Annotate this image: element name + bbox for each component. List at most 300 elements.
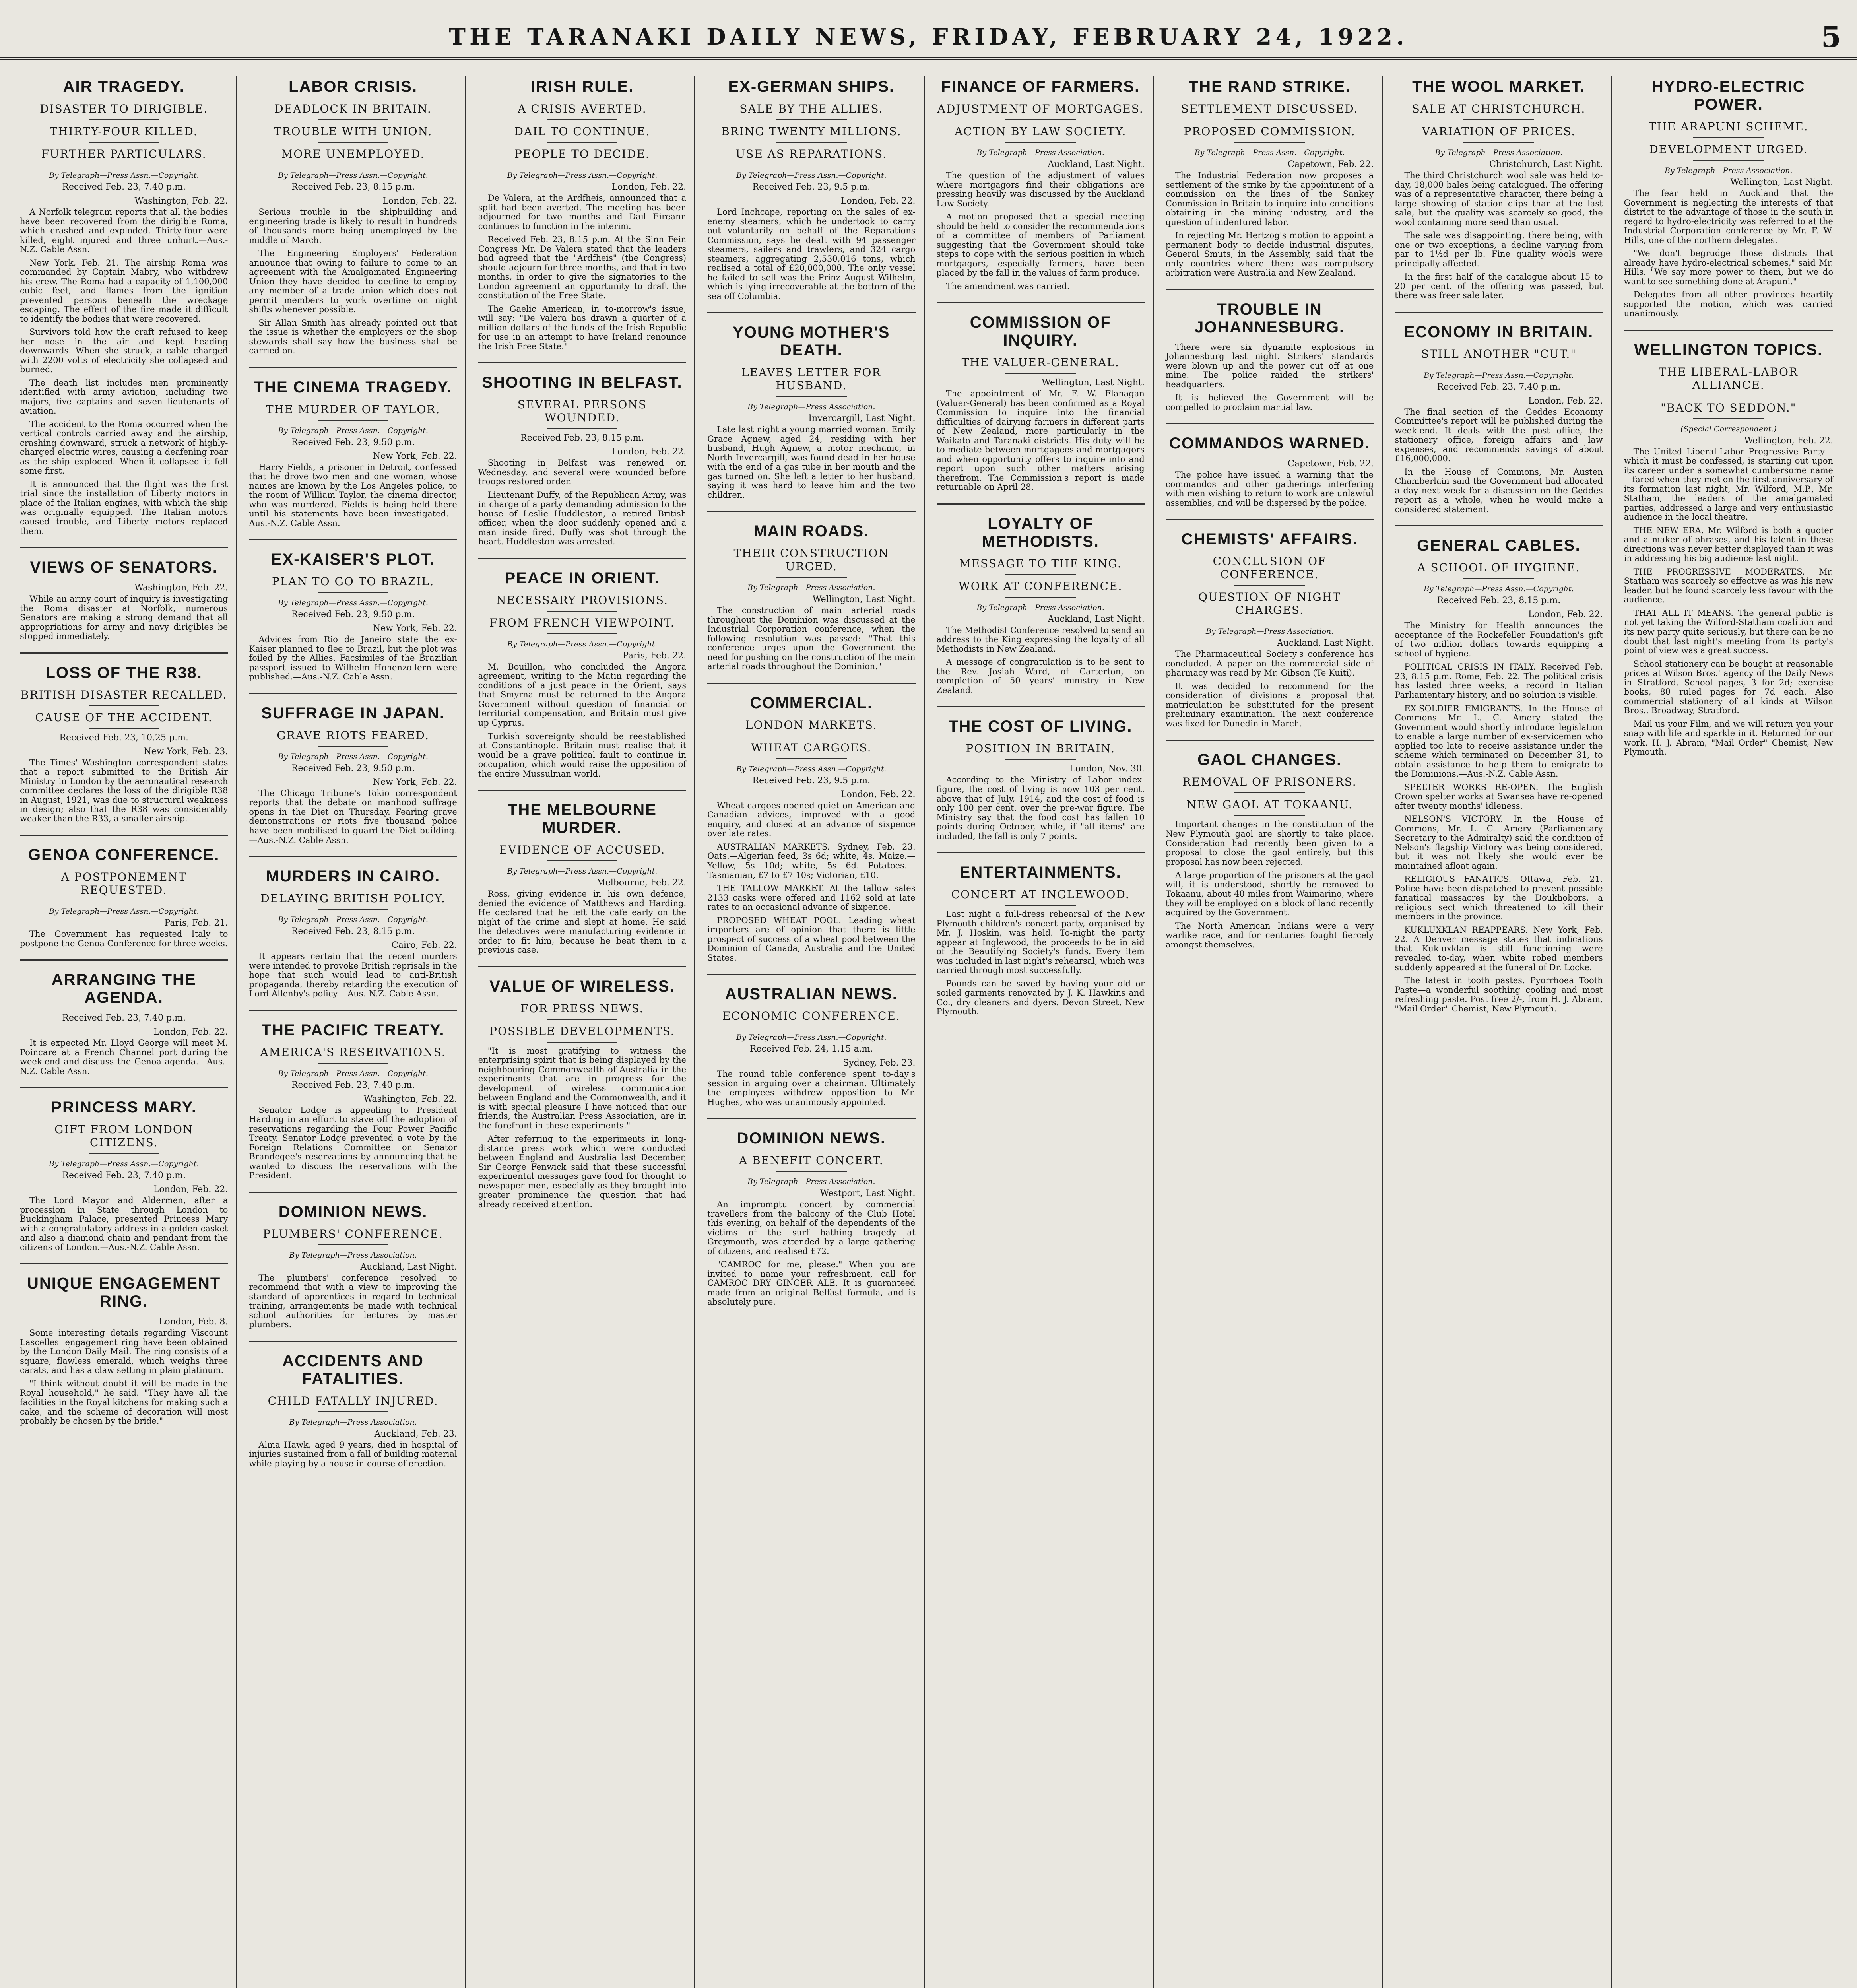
article-received: Received Feb. 23, 9.50 p.m. <box>291 437 415 447</box>
article-dateline: Auckland, Last Night. <box>360 1262 457 1272</box>
article-subhead: WHEAT CARGOES. <box>751 741 872 754</box>
article <box>937 852 1145 1017</box>
article-headline: MAIN ROADS. <box>753 522 869 540</box>
article <box>1166 78 1374 278</box>
article-byline: By Telegraph—Press Assn.—Copyright. <box>278 915 428 924</box>
article-body <box>249 952 457 999</box>
divider-rule <box>547 119 617 120</box>
article-body <box>1166 470 1374 508</box>
article-body <box>1166 343 1374 412</box>
article-byline: By Telegraph—Press Association. <box>1205 627 1334 636</box>
divider-rule <box>89 705 159 706</box>
article-subhead: SALE AT CHRISTCHURCH. <box>1412 102 1586 115</box>
article-byline: By Telegraph—Press Assn.—Copyright. <box>507 171 658 180</box>
article-paragraph: A message of congratulation is to be sent to the Rev. Josiah Ward, of Carterton, on completion of 50 years' ministry in New Zealand. <box>936 657 1145 695</box>
article-subhead: FROM FRENCH VIEWPOINT. <box>489 616 675 629</box>
article-dateline: Invercargill, Last Night. <box>808 414 916 424</box>
article <box>249 1192 457 1330</box>
article-paragraph: The round table conference spent to-day's session in arguing over a chairman. Ultimately the employees withdrew opposition to Mr. Hughes, who was unanimously appointed. <box>707 1069 916 1107</box>
article-subhead: LEAVES LETTER FOR HUSBAND. <box>741 366 881 392</box>
divider-rule <box>776 758 847 759</box>
article-dateline: Auckland, Last Night. <box>1277 638 1374 648</box>
article <box>249 856 457 999</box>
article-subhead: REMOVAL OF PRISONERS. <box>1182 775 1357 789</box>
article-headline: IRISH RULE. <box>530 78 634 95</box>
article <box>478 558 686 779</box>
article-dateline: Paris, Feb. 21. <box>164 918 228 928</box>
article-paragraph: POLITICAL CRISIS IN ITALY. Received Feb. 23, 8.15 p.m. Rome, Feb. 22. The political crisis has lasted three weeks, a record in Italian Parliamentary history, and no solution is visible. <box>1395 662 1603 700</box>
article-paragraph: NELSON'S VICTORY. In the House of Commons, Mr. L. C. Amery (Parliamentary Secretary to the Admiralty) said the condition of Nelson's flagship Victory was being considered, but it was not likely she would ever be maintained afloat again. <box>1395 814 1603 871</box>
article-paragraph: The fear held in Auckland that the Government is neglecting the interests of that district to the advantage of those in the south in regard to hydro-electricity was referred to at the Industrial Corporation conference by Mr. F. W. Hills, one of the northern delegates. <box>1624 188 1833 245</box>
article-byline: By Telegraph—Press Assn.—Copyright. <box>278 598 428 608</box>
article-received: Received Feb. 23, 7.40 p.m. <box>1437 382 1561 392</box>
article-subhead: EVIDENCE OF ACCUSED. <box>499 843 666 857</box>
article-paragraph: The Chicago Tribune's Tokio correspondent reports that the debate on manhood suffrage opens in the Diet on Thursday. Fearing grave demonstrations or riots five thousand police have been mobilised to guard the Diet building.—Aus.-N.Z. Cable Assn. <box>249 788 457 845</box>
divider-rule <box>547 428 617 429</box>
article-body <box>20 930 228 948</box>
article-body <box>249 1274 457 1330</box>
article-headline: SHOOTING IN BELFAST. <box>482 374 683 392</box>
article-dateline: Paris, Feb. 22. <box>623 650 687 661</box>
article-paragraph: Received Feb. 23, 8.15 p.m. At the Sinn Fein Congress Mr. De Valera stated that the leaders had agreed that the "Ardfheis" (the Congress) should adjourn for three months, and that in two months, in order to give the signatories to the London agreement an opportunity to draft the constitution of the Free State. <box>478 235 687 301</box>
article-received: Received Feb. 23, 7.40 p.m. <box>62 182 186 192</box>
article-headline: THE PACIFIC TREATY. <box>261 1021 445 1039</box>
article-body <box>20 1196 228 1252</box>
article-subhead: DEADLOCK IN BRITAIN. <box>274 102 432 115</box>
article-paragraph: It is expected Mr. Lloyd George will meet M. Poincare at a French Channel port during the week-end and discuss the Genoa agenda.—Aus.-N.Z. Cable Assn. <box>20 1038 228 1076</box>
article-subhead: A SCHOOL OF HYGIENE. <box>1417 561 1580 575</box>
article-body <box>1166 820 1374 949</box>
article-received: Received Feb. 23, 8.15 p.m. <box>1437 596 1561 606</box>
article-paragraph: Mail us your Film, and we will return you your snap with life and sparkle in it. Returned for our work. H. J. Abram, "Mail Order" Chemist, New Plymouth. <box>1624 719 1833 757</box>
divider-rule <box>1234 142 1305 143</box>
divider-rule <box>1005 373 1076 374</box>
divider-rule <box>1005 574 1076 575</box>
article-received: Received Feb. 23, 8.15 p.m. <box>291 182 415 192</box>
article-paragraph: The Methodist Conference resolved to send an address to the King expressing the loyalty of all Methodists in New Zealand. <box>936 625 1145 654</box>
article <box>707 312 915 500</box>
article-paragraph: Last night a full-dress rehearsal of the New Plymouth children's concert party, organised by Mr. J. Hoskin, was held. To-night the party appear at Inglewood, the proceeds to be in aid of the Beautifying Society's funds. Every item was included in last night's rehearsal, which was carried through most successfully. <box>936 909 1145 975</box>
article-subhead: A CRISIS AVERTED. <box>518 102 647 115</box>
article-paragraph: New York, Feb. 21. The airship Roma was commanded by Captain Mabry, who withdrew his crew. The Roma had a capacity of 1,100,000 cubic feet, and flames from the ignition prevented persons beneath the wreckage escaping. The effect of the fire made it difficult to identify the bodies that were recovered. <box>20 258 228 324</box>
article-body <box>937 171 1145 291</box>
article-headline: THE CINEMA TRAGEDY. <box>254 378 452 396</box>
article-body <box>249 463 457 528</box>
article-body <box>20 208 228 536</box>
article-dateline: New York, Feb. 22. <box>373 623 457 634</box>
divider-rule <box>89 119 159 120</box>
article <box>1624 330 1833 757</box>
article-paragraph: In the House of Commons, Mr. Austen Chamberlain said the Government had allocated a day next week for a discussion on the Geddes report as a whole, when he would make a considered statement. <box>1395 467 1603 514</box>
article <box>937 706 1145 841</box>
article-headline: GAOL CHANGES. <box>1197 751 1342 769</box>
divider-rule <box>1005 759 1076 760</box>
article-body <box>707 425 915 500</box>
article <box>249 693 457 845</box>
article-byline: By Telegraph—Press Assn.—Copyright. <box>736 1033 887 1042</box>
article-headline: DOMINION NEWS. <box>737 1130 886 1147</box>
article-paragraph: A motion proposed that a special meeting should be held to consider the recommendations of a committee of members of Parliament suggesting that the Government should take steps to cope with the serious position in which mortgagors, especially farmers, have been placed by the fall in the values of farm produce. <box>936 212 1145 278</box>
divider-rule <box>1693 137 1764 138</box>
divider-rule <box>1463 142 1534 143</box>
article <box>478 790 686 955</box>
article-body <box>937 910 1145 1017</box>
article-body <box>707 1200 915 1307</box>
divider-rule <box>1234 815 1305 816</box>
article-dateline: London, Feb. 22. <box>840 196 916 206</box>
article-subhead: THE VALUER-GENERAL. <box>961 356 1120 369</box>
article-paragraph: "It is most gratifying to witness the enterprising spirit that is being displayed by the neighbouring Commonwealth of Australia in the experiments that are in progress for the development of wireless communication between England and the Commonwealth, and it is with special pleasure I have noticed that our friends, the Australian Press Association, are in the forefront in these experiments." <box>478 1046 687 1130</box>
article-headline: ENTERTAINMENTS. <box>959 864 1122 881</box>
article-paragraph: Late last night a young married woman, Emily Grace Agnew, aged 24, residing with her husband, Hugh Agnew, a motor mechanic, in North Invercargill, was found dead in her house with the end of a gas tube in her mouth and the gas turned on. She left a letter to her husband, saying it was hard to leave him and the two children. <box>707 425 916 500</box>
article-dateline: Washington, Feb. 22. <box>363 1094 457 1104</box>
divider-rule <box>1693 418 1764 419</box>
article-subhead: NEW GAOL AT TOKAANU. <box>1186 798 1353 812</box>
columns-container <box>16 76 1841 1988</box>
article-paragraph: The Engineering Employers' Federation announce that owing to failure to come to an agreement with the Amalgamated Engineering Union they have decided to decline to employ any member of a trade union which does not permit members to work overtime on night shifts whenever possible. <box>249 248 457 315</box>
article-received: Received Feb. 23, 9.50 p.m. <box>291 610 415 620</box>
article-paragraph: Important changes in the constitution of the New Plymouth gaol are shortly to take place. Consideration had recently been given to a proposal to close the gaol entirely, but this proposal has now been rejected. <box>1165 819 1374 867</box>
article-received: Received Feb. 23, 7.40 p.m. <box>62 1171 186 1181</box>
article-byline: By Telegraph—Press Assn.—Copyright. <box>278 426 428 435</box>
article-byline: By Telegraph—Press Assn.—Copyright. <box>278 752 428 761</box>
article-body <box>1166 650 1374 728</box>
divider-rule <box>318 1244 388 1245</box>
article <box>1166 519 1374 728</box>
divider-rule <box>318 119 388 120</box>
article-headline: COMMANDOS WARNED. <box>1169 435 1370 452</box>
article-dateline: Auckland, Feb. 23. <box>374 1429 457 1439</box>
article-body <box>20 1328 228 1426</box>
article-subhead: LONDON MARKETS. <box>745 718 877 732</box>
article-paragraph: Advices from Rio de Janeiro state the ex-Kaiser planned to flee to Brazil, but the plot was foiled by the Allies. Facsimiles of the Brazilian passport issued to Wilhelm Hohenzollern were published.—Aus.-N.Z. Cable Assn. <box>249 635 457 682</box>
article-subhead: THIRTY-FOUR KILLED. <box>50 125 198 138</box>
article-byline: By Telegraph—Press Association. <box>747 402 875 412</box>
article-paragraph: SPELTER WORKS RE-OPEN. The English Crown spelter works at Swansea have re-opened after twenty months' idleness. <box>1395 782 1603 811</box>
article-paragraph: "I think without doubt it will be made in the Royal household," he said. "They have all the facilities in the Royal kitchens for making such a cake, and the scheme of decoration will most probably be chosen by the bride." <box>20 1378 228 1426</box>
article-paragraph: An impromptu concert by commercial travellers from the balcony of the Club Hotel this evening, on behalf of the dependents of the victims of the surf bathing tragedy at Greymouth, was attended by a large gathering of citizens, and realised £72. <box>707 1200 916 1256</box>
article-received: Received Feb. 23, 10.25 p.m. <box>59 732 188 743</box>
article-paragraph: The Lord Mayor and Aldermen, after a procession in State through London to Buckingham Palace, presented Princess Mary with a congratulatory address in a golden casket and also a diamond chain and pendant from the citizens of London.—Aus.-N.Z. Cable Assn. <box>20 1196 228 1252</box>
article-paragraph: After referring to the experiments in long-distance press work which were conducted between England and Australia last December, Sir George Fenwick said that these successful experimental messages gave food for thought to newspaper men, especially as they brought into greater prominence the question that had already received attention. <box>478 1134 687 1209</box>
article-byline: By Telegraph—Press Association. <box>747 583 875 592</box>
article-body <box>937 626 1145 695</box>
article-body <box>249 789 457 845</box>
article-dateline: London, Feb. 22. <box>382 196 457 206</box>
article-subhead: DELAYING BRITISH POLICY. <box>260 892 446 905</box>
article-subhead: ECONOMIC CONFERENCE. <box>722 1010 900 1023</box>
article-body <box>249 1441 457 1469</box>
article-dateline: London, Feb. 22. <box>153 1184 228 1195</box>
article-headline: AUSTRALIAN NEWS. <box>725 985 898 1003</box>
article-received: Received Feb. 23, 9.50 p.m. <box>291 763 415 773</box>
article-paragraph: De Valera, at the Ardfheis, announced that a split had been averted. The meeting has been adjourned for two months and Dail Eireann continues to function in the interim. <box>478 193 687 231</box>
article-headline: UNIQUE ENGAGEMENT RING. <box>27 1275 221 1310</box>
article-headline: THE COST OF LIVING. <box>948 718 1133 736</box>
divider-rule <box>1234 119 1305 120</box>
article <box>20 959 228 1076</box>
article-dateline: London, Nov. 30. <box>1069 764 1145 774</box>
article-subhead: THE MURDER OF TAYLOR. <box>266 402 440 416</box>
article <box>249 367 457 528</box>
divider-rule <box>547 1019 617 1020</box>
article-dateline: Wellington, Last Night. <box>1730 177 1833 187</box>
article-byline: By Telegraph—Press Assn.—Copyright. <box>1194 148 1345 157</box>
article-paragraph: The third Christchurch wool sale was held to-day, 18,000 bales being catalogued. The offering was of a representative character, there being a large showing of station clips than at the last sale, but the quality was scarcely so good, the wool containing more seed than usual. <box>1395 171 1603 227</box>
article-paragraph: The latest in tooth pastes. Pyorrhoea Tooth Paste—a wonderful soothing cooling and most refreshing paste. Post free 2/-, from H. J. Abram, "Mail Order" Chemist, New Plymouth. <box>1395 976 1603 1013</box>
article-paragraph: The Government has requested Italy to postpone the Genoa Conference for three weeks. <box>20 929 228 948</box>
article-headline: ACCIDENTS AND FATALITIES. <box>282 1352 424 1388</box>
article-dateline: Wellington, Last Night. <box>812 594 916 605</box>
article-body <box>478 662 686 779</box>
article <box>249 1341 457 1469</box>
article-body <box>478 1046 686 1209</box>
article-paragraph: The amendment was carried. <box>946 281 1070 291</box>
article-dateline: London, Feb. 22. <box>611 447 687 457</box>
article-headline: YOUNG MOTHER'S DEATH. <box>733 324 890 359</box>
article <box>478 78 686 351</box>
article-byline: By Telegraph—Press Assn.—Copyright. <box>736 764 887 773</box>
article-subhead: GRAVE RIOTS FEARED. <box>277 728 429 742</box>
article-dateline: Auckland, Last Night. <box>1048 614 1145 624</box>
article-dateline: New York, Feb. 23. <box>144 746 228 757</box>
article-subhead: STILL ANOTHER "CUT." <box>1421 347 1577 361</box>
article-byline: By Telegraph—Press Assn.—Copyright. <box>278 171 428 180</box>
article <box>1395 525 1603 1013</box>
article-dateline: London, Feb. 22. <box>153 1027 228 1037</box>
divider-rule <box>89 1153 159 1154</box>
article-dateline: Capetown, Feb. 22. <box>1287 159 1374 169</box>
article-dateline: Auckland, Last Night. <box>1048 159 1145 169</box>
article-paragraph: The final section of the Geddes Economy Committee's report will be published during the week-end. It deals with the post office, the stationery office, foreign affairs and law expenses, and recommends savings of about £16,000,000. <box>1395 407 1603 464</box>
article-received: Received Feb. 23, 8.15 p.m. <box>520 433 644 443</box>
article-headline: FINANCE OF FARMERS. <box>941 78 1140 95</box>
divider-rule <box>89 142 159 143</box>
article-dateline: London, Feb. 22. <box>1528 396 1603 406</box>
article-paragraph: Senator Lodge is appealing to President Harding in an effort to stave off the adoption of reservations regarding the Four Power Pacific Treaty. Senator Lodge prevented a vote by the Foreign Relations Committee on Senator Brandegee's reservations by announcing that he wanted to discuss the reservations with the President. <box>249 1105 457 1180</box>
divider-rule <box>1005 142 1076 143</box>
article <box>707 511 915 672</box>
column-6 <box>1162 76 1383 1988</box>
article-body <box>937 389 1145 492</box>
column-2 <box>245 76 466 1988</box>
divider-rule <box>318 592 388 593</box>
article-paragraph: There were six dynamite explosions in Johannesburg last night. Strikers' standards were blown up and the power cut off at one mine. The police raided the strikers' headquarters. <box>1165 342 1374 389</box>
article <box>1395 312 1603 514</box>
divider-rule <box>1463 578 1534 579</box>
article-subhead: AMERICA'S RESERVATIONS. <box>260 1045 446 1059</box>
article-body <box>1166 171 1374 278</box>
article-headline: SUFFRAGE IN JAPAN. <box>261 704 445 722</box>
divider-rule <box>318 1411 388 1412</box>
article-paragraph: In rejecting Mr. Hertzog's motion to appoint a permanent body to decide industrial disputes, General Smuts, in the Assembly, said that the only countries where there was compulsory arbitration were Australia and New Zealand. <box>1165 231 1374 278</box>
article-subhead: THE LIBERAL-LABOR ALLIANCE. <box>1659 365 1799 392</box>
divider-rule <box>776 142 847 143</box>
article-received: Received Feb. 23, 8.15 p.m. <box>291 926 415 937</box>
article-paragraph: "CAMROC for me, please." When you are invited to name your refreshment, call for CAMROC DRY GINGER ALE. It is guaranteed made from an original Belfast formula, and is absolutely pure. <box>707 1260 916 1307</box>
article-paragraph: Turkish sovereignty should be reestablished at Constantinople. Britain must realise that it would be a grave political fault to continue in occupation, which would raise the opposition of the entire Mussulman world. <box>478 731 687 779</box>
article <box>249 539 457 682</box>
article-subhead: GIFT FROM LONDON CITIZENS. <box>54 1123 194 1149</box>
article-received: Received Feb. 23, 7.40 p.m. <box>291 1080 415 1090</box>
article-body <box>1624 189 1833 318</box>
article-dateline: Melbourne, Feb. 22. <box>596 878 687 888</box>
article <box>1166 289 1374 412</box>
article-body <box>937 775 1145 841</box>
article-headline: LOSS OF THE R38. <box>45 664 202 681</box>
article-headline: EX-GERMAN SHIPS. <box>728 78 895 95</box>
article <box>20 1263 228 1426</box>
article-paragraph: Pounds can be saved by having your old or soiled garments renovated by J. K. Hawkins and Co., dry cleaners and dyers. Devon Street, New Plymouth. <box>936 978 1145 1017</box>
divider-rule <box>318 909 388 910</box>
article-headline: GENERAL CABLES. <box>1417 537 1581 555</box>
article <box>20 78 228 536</box>
article-paragraph: The death list includes men prominently identified with army aviation, including two majors, five captains and seven lieutenants of aviation. <box>20 378 228 416</box>
article-byline: By Telegraph—Press Association. <box>976 603 1104 612</box>
article-subhead: PLUMBERS' CONFERENCE. <box>263 1227 443 1241</box>
article-body <box>249 635 457 682</box>
article-byline: By Telegraph—Press Assn.—Copyright. <box>49 1159 199 1169</box>
article-subhead: ADJUSTMENT OF MORTGAGES. <box>937 102 1144 115</box>
article-paragraph: RELIGIOUS FANATICS. Ottawa, Feb. 21. Police have been dispatched to prevent possible fanatical massacres by the Doukhobors, a religious sect which threatened to kill their members in the province. <box>1395 874 1603 922</box>
article-paragraph: The Gaelic American, in to-morrow's issue, will say: "De Valera has drawn a quarter of a million dollars of the funds of the Irish Republic for use in an attempt to have Ireland renounce the Irish Free State." <box>478 304 687 351</box>
article <box>1624 78 1833 318</box>
column-8 <box>1620 76 1841 1988</box>
article-paragraph: The North American Indians were a very warlike race, and for centuries fought fiercely amongst themselves. <box>1165 921 1374 949</box>
divider-rule <box>1693 160 1764 161</box>
divider-rule <box>1005 905 1076 906</box>
article-paragraph: Delegates from all other provinces heartily supported the motion, which was carried unanimously. <box>1624 290 1833 318</box>
article-subhead: DAIL TO CONTINUE. <box>514 125 650 138</box>
article-paragraph: The Times' Washington correspondent states that a report submitted to the British Air Ministry in London by the aeronautical research committee declares the loss of the dirigible R38 in August, 1921, was due to structural weakness in design; also that the R38 was considerably weaker than the R33, a smaller airship. <box>20 757 228 823</box>
article-body <box>1395 171 1603 301</box>
article-paragraph: Ross, giving evidence in his own defence, denied the evidence of Matthews and Harding. He declared that he left the cafe early on the night of the crime and slept at home. He said the detectives were manufacturing evidence in order to fit him, because he beat them in a previous case. <box>478 889 687 955</box>
article-paragraph: While an army court of inquiry is investigating the Roma disaster at Norfolk, numerous Senators are making a strong demand that all appropriations for army and navy dirigibles be stopped immediately. <box>20 594 228 641</box>
article-body <box>20 1039 228 1076</box>
article-paragraph: AUSTRALIAN MARKETS. Sydney, Feb. 23. Oats.—Algerian feed, 3s 6d; white, 4s. Maize.—Yellow, 5s 10d; white, 5s 6d. Potatoes.—Tasmanian, £7 to £7 10s; Victorian, £10. <box>707 842 916 880</box>
divider-rule <box>1005 119 1076 120</box>
divider-rule <box>1005 597 1076 598</box>
article <box>707 78 915 301</box>
article-subhead: MORE UNEMPLOYED. <box>281 148 425 161</box>
article-headline: PRINCESS MARY. <box>51 1099 197 1116</box>
divider-rule <box>547 1042 617 1043</box>
article-subhead: A POSTPONEMENT REQUESTED. <box>61 870 187 897</box>
article-paragraph: Sir Allan Smith has already pointed out that the issue is whether the employers or the shop stewards shall say how the business shall be carried on. <box>249 318 457 356</box>
article-subhead: SALE BY THE ALLIES. <box>739 102 883 115</box>
article-dateline: New York, Feb. 22. <box>373 451 457 461</box>
article <box>478 362 686 547</box>
article-headline: MURDERS IN CAIRO. <box>266 868 440 885</box>
article-subhead: SETTLEMENT DISCUSSED. <box>1181 102 1358 115</box>
article-body <box>20 758 228 824</box>
article-paragraph: It is announced that the flight was the first trial since the installation of Liberty motors in place of the Italian engines, with which the ship was originally equipped. The Italian motors caused trouble, and Liberty motors replaced them. <box>20 479 228 536</box>
article-subhead: MESSAGE TO THE KING. <box>959 557 1122 570</box>
article-headline: EX-KAISER'S PLOT. <box>271 551 435 569</box>
article-paragraph: The Ministry for Health announces the acceptance of the Rockefeller Foundation's gift of two million dollars towards equipping a school of hygiene. <box>1395 621 1603 658</box>
article-body <box>1395 408 1603 514</box>
article-paragraph: According to the Ministry of Labor index-figure, the cost of living is now 103 per cent. above that of July, 1914, and the cost of food is only 100 per cent. over the pre-war figure. The Ministry say that the food cost has fallen 10 points during October, while, if "all items" are included, the fall is only 7 points. <box>936 775 1145 841</box>
article <box>1166 740 1374 949</box>
article-subhead: BRITISH DISASTER RECALLED. <box>21 688 227 701</box>
article-dateline: New York, Feb. 22. <box>373 777 457 787</box>
article-body <box>707 1070 915 1107</box>
article-paragraph: It appears certain that the recent murders were intended to provoke British reprisals in the hope that such would lead to anti-British propaganda, thereby retarding the execution of Lord Allenby's policy.—Aus.-N.Z. Cable Assn. <box>249 951 457 999</box>
article-subhead: CHILD FATALLY INJURED. <box>268 1394 439 1408</box>
article <box>249 78 457 356</box>
article-paragraph: The police have issued a warning that the commandos and other gatherings interfering with men wishing to return to work are unlawful assemblies, and will be dispersed by the police. <box>1165 470 1374 508</box>
article-dateline: London, Feb. 8. <box>159 1317 228 1327</box>
article-subhead: PEOPLE TO DECIDE. <box>514 148 650 161</box>
article-body <box>1624 447 1833 757</box>
article-dateline: London, Feb. 22. <box>1528 610 1603 620</box>
article-subhead: THEIR CONSTRUCTION URGED. <box>733 547 889 573</box>
article-paragraph: A large proportion of the prisoners at the gaol will, it is understood, shortly be removed to Tokaanu, about 40 miles from Waimarino, where they will be employed on a block of land recently acquired by the Government. <box>1165 870 1374 918</box>
article-paragraph: A Norfolk telegram reports that all the bodies have been recovered from the dirigible Roma, which crashed and exploded. Thirty-four were killed, eight injured and three unhurt.—Aus.-N.Z. Cable Assn. <box>20 207 228 254</box>
article-paragraph: Harry Fields, a prisoner in Detroit, confessed that he drove two men and one woman, whose names are known by the Los Angeles police, to the room of William Taylor, the cinema director, who was murdered. Fields is being held there until his statements have been investigated.—Aus.-N.Z. Cable Assn. <box>249 462 457 528</box>
article <box>707 974 915 1107</box>
article-paragraph: The appointment of Mr. F. W. Flanagan (Valuer-General) has been confirmed as a Royal Commission to inquire into the financial difficulties of dairying farmers in different parts of New Zealand, more particularly in the Waikato and Taranaki districts. His duty will be to mediate between mortgagees and mortgagors and when opportunity offers to inquire into and report upon such other matters arising therefrom. The Commission's report is made returnable on April 28. <box>936 389 1145 492</box>
article-headline: HYDRO-ELECTRIC POWER. <box>1651 78 1805 113</box>
article-headline: AIR TRAGEDY. <box>63 78 185 95</box>
article <box>1395 78 1603 301</box>
article-headline: ECONOMY IN BRITAIN. <box>1404 323 1594 341</box>
article-dateline: London, Feb. 22. <box>840 789 916 800</box>
divider-rule <box>547 860 617 861</box>
article-subhead: CAUSE OF THE ACCIDENT. <box>35 711 213 724</box>
masthead <box>0 0 1857 60</box>
article-paragraph: Shooting in Belfast was renewed on Wednesday, and several were wounded before troops restored order. <box>478 458 687 487</box>
divider-rule <box>318 420 388 421</box>
article-byline: By Telegraph—Press Assn.—Copyright. <box>49 907 199 916</box>
article-subhead: "BACK TO SEDDON." <box>1661 401 1797 414</box>
article-paragraph: The United Liberal-Labor Progressive Party—which it must be confessed, is starting out upon its career under a somewhat cumbersome name—fared when they met on the first anniversary of its formation last night, Mr. Wilford, M.P., Mr. Statham, the leaders of the amalgamated parties, addressed a large and very enthusiastic audience in the local theatre. <box>1624 447 1833 522</box>
article-body <box>707 208 915 301</box>
article-headline: THE WOOL MARKET. <box>1412 78 1585 95</box>
article-byline: By Telegraph—Press Assn.—Copyright. <box>507 867 658 876</box>
page-number: 5 <box>1821 20 1841 54</box>
article <box>1166 423 1374 508</box>
article-headline: WELLINGTON TOPICS. <box>1634 341 1823 359</box>
article-body <box>478 194 686 351</box>
article <box>249 1010 457 1180</box>
article-dateline: Washington, Feb. 22. <box>134 583 228 593</box>
article-headline: VIEWS OF SENATORS. <box>30 559 218 577</box>
article-headline: COMMISSION OF INQUIRY. <box>970 314 1111 349</box>
divider-rule <box>776 119 847 120</box>
article-received: Received Feb. 23, 7.40 p.m. <box>62 1013 186 1023</box>
divider-rule <box>318 142 388 143</box>
article-headline: LABOR CRISIS. <box>289 78 417 95</box>
divider-rule <box>89 728 159 729</box>
article-subhead: PLAN TO GO TO BRAZIL. <box>272 575 435 588</box>
article <box>20 547 228 641</box>
article-paragraph: THE NEW ERA. Mr. Wilford is both a quoter and a maker of phrases, and his talent in these directions was never better displayed than it was in addressing his big audience last night. <box>1624 525 1833 563</box>
article-paragraph: The Industrial Federation now proposes a settlement of the strike by the appointment of a commission on the lines of the Sankey Commission in Britain to inquire into conditions obtaining in the mining industry, and the question of indentured labor. <box>1165 171 1374 227</box>
article-dateline: Westport, Last Night. <box>820 1188 916 1199</box>
article-subhead: TROUBLE WITH UNION. <box>274 125 433 138</box>
article-paragraph: "We don't begrudge those districts that already have hydro-electrical schemes," said Mr. Hills. "We say more power to them, but we do want to see something done at Arapuni." <box>1624 248 1833 286</box>
article-dateline: Washington, Feb. 22. <box>134 196 228 206</box>
column-1 <box>16 76 237 1988</box>
article <box>937 302 1145 492</box>
divider-rule <box>776 396 847 397</box>
article-paragraph: THE PROGRESSIVE MODERATES. Mr. Statham was scarcely so effective as was his new leader, but he found scarcely less favour with the audience. <box>1624 567 1833 605</box>
article-byline: By Telegraph—Press Assn.—Copyright. <box>49 171 199 180</box>
column-4 <box>703 76 924 1988</box>
article-headline: THE MELBOURNE MURDER. <box>507 801 657 837</box>
divider-rule <box>776 1171 847 1172</box>
